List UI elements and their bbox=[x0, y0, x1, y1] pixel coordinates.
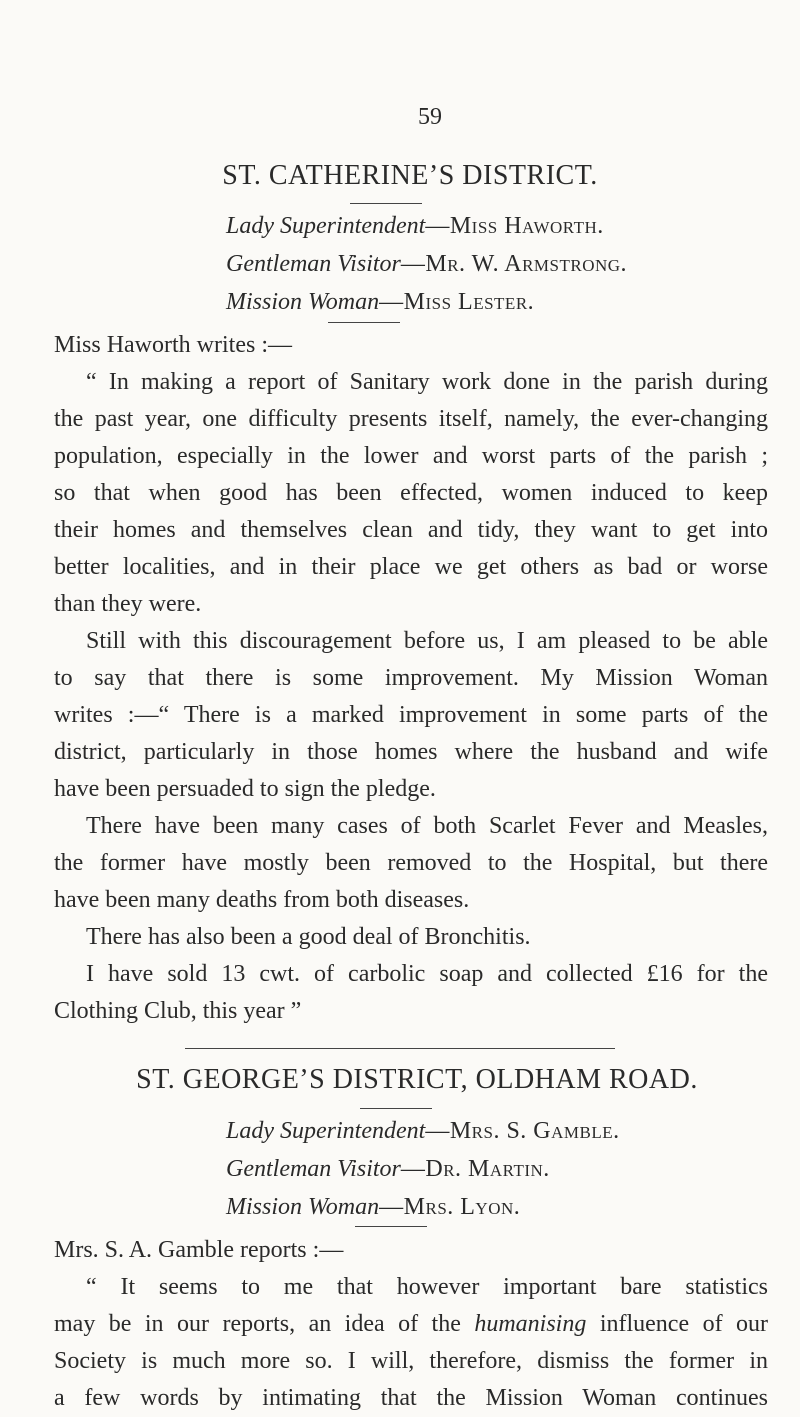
staff-gentleman-visitor: Gentleman Visitor—Mr. W. Armstrong. bbox=[226, 251, 628, 277]
text-line: “ In making a report of Sanitary work done in the parish during bbox=[86, 369, 768, 395]
text-line: writes :—“ There is a marked improvement in some parts of the bbox=[54, 702, 768, 728]
text-line: There have been many cases of both Scarlet Fever and Measles, bbox=[86, 813, 768, 839]
body-text-st-georges bbox=[54, 1232, 768, 1417]
text-line: Mrs. S. A. Gamble reports :— bbox=[54, 1237, 344, 1263]
text-line: Clothing Club, this year ” bbox=[54, 998, 302, 1024]
text-line: “ It seems to me that however important bare statistics bbox=[86, 1274, 768, 1300]
staff-mission-woman: Mission Woman—Miss Lester. bbox=[226, 289, 535, 315]
text-line: Still with this discouragement before us, I am pleased to be able bbox=[86, 628, 768, 654]
text-line: may be in our reports, an idea of the humanising influence of our bbox=[54, 1311, 769, 1337]
text-line: better localities, and in their place we get others as bad or worse bbox=[54, 554, 768, 580]
text-line: to say that there is some improvement. My Mission Woman bbox=[54, 665, 768, 691]
text-line: population, especially in the lower and worst parts of the parish ; bbox=[54, 443, 768, 469]
divider bbox=[355, 1226, 427, 1227]
text-line: so that when good has been effected, women induced to keep bbox=[54, 480, 768, 506]
text-line: their homes and themselves clean and tidy, they want to get into bbox=[54, 517, 768, 543]
section-heading-st-catherines: ST. CATHERINE’S DISTRICT. bbox=[222, 160, 598, 191]
staff-lady-superintendent: Lady Superintendent—Miss Haworth. bbox=[226, 213, 604, 239]
text-line: There has also been a good deal of Bronchitis. bbox=[86, 924, 531, 950]
text-line: have been persuaded to sign the pledge. bbox=[54, 776, 436, 802]
text-line: I have sold 13 cwt. of carbolic soap and collected £16 for the bbox=[86, 961, 768, 987]
text-line: than they were. bbox=[54, 591, 202, 617]
text-line: Society is much more so. I will, therefore, dismiss the former in bbox=[54, 1348, 768, 1374]
staff-gentleman-visitor: Gentleman Visitor—Dr. Martin. bbox=[226, 1156, 550, 1182]
text-line: a few words by intimating that the Mission Woman continues bbox=[54, 1385, 768, 1411]
staff-list-st-georges bbox=[226, 1112, 620, 1226]
text-line: have been many deaths from both diseases. bbox=[54, 887, 470, 913]
divider bbox=[328, 322, 400, 323]
emphasis: humanising bbox=[474, 1311, 587, 1337]
divider bbox=[350, 203, 422, 204]
text-line: district, particularly in those homes where the husband and wife bbox=[54, 739, 768, 765]
staff-list-st-catherines bbox=[226, 207, 627, 321]
staff-mission-woman: Mission Woman—Mrs. Lyon. bbox=[226, 1194, 521, 1220]
text-line: the former have mostly been removed to the Hospital, but there bbox=[54, 850, 768, 876]
text-line: the past year, one difficulty presents itself, namely, the ever-changing bbox=[54, 406, 768, 432]
staff-lady-superintendent: Lady Superintendent—Mrs. S. Gamble. bbox=[226, 1118, 620, 1144]
divider bbox=[360, 1108, 432, 1109]
text-line: Miss Haworth writes :— bbox=[54, 332, 292, 358]
section-heading-st-georges: ST. GEORGE’S DISTRICT, OLDHAM ROAD. bbox=[136, 1064, 698, 1095]
page-number: 59 bbox=[418, 104, 442, 130]
section-divider bbox=[185, 1048, 615, 1049]
body-text-st-catherines bbox=[54, 327, 768, 1030]
